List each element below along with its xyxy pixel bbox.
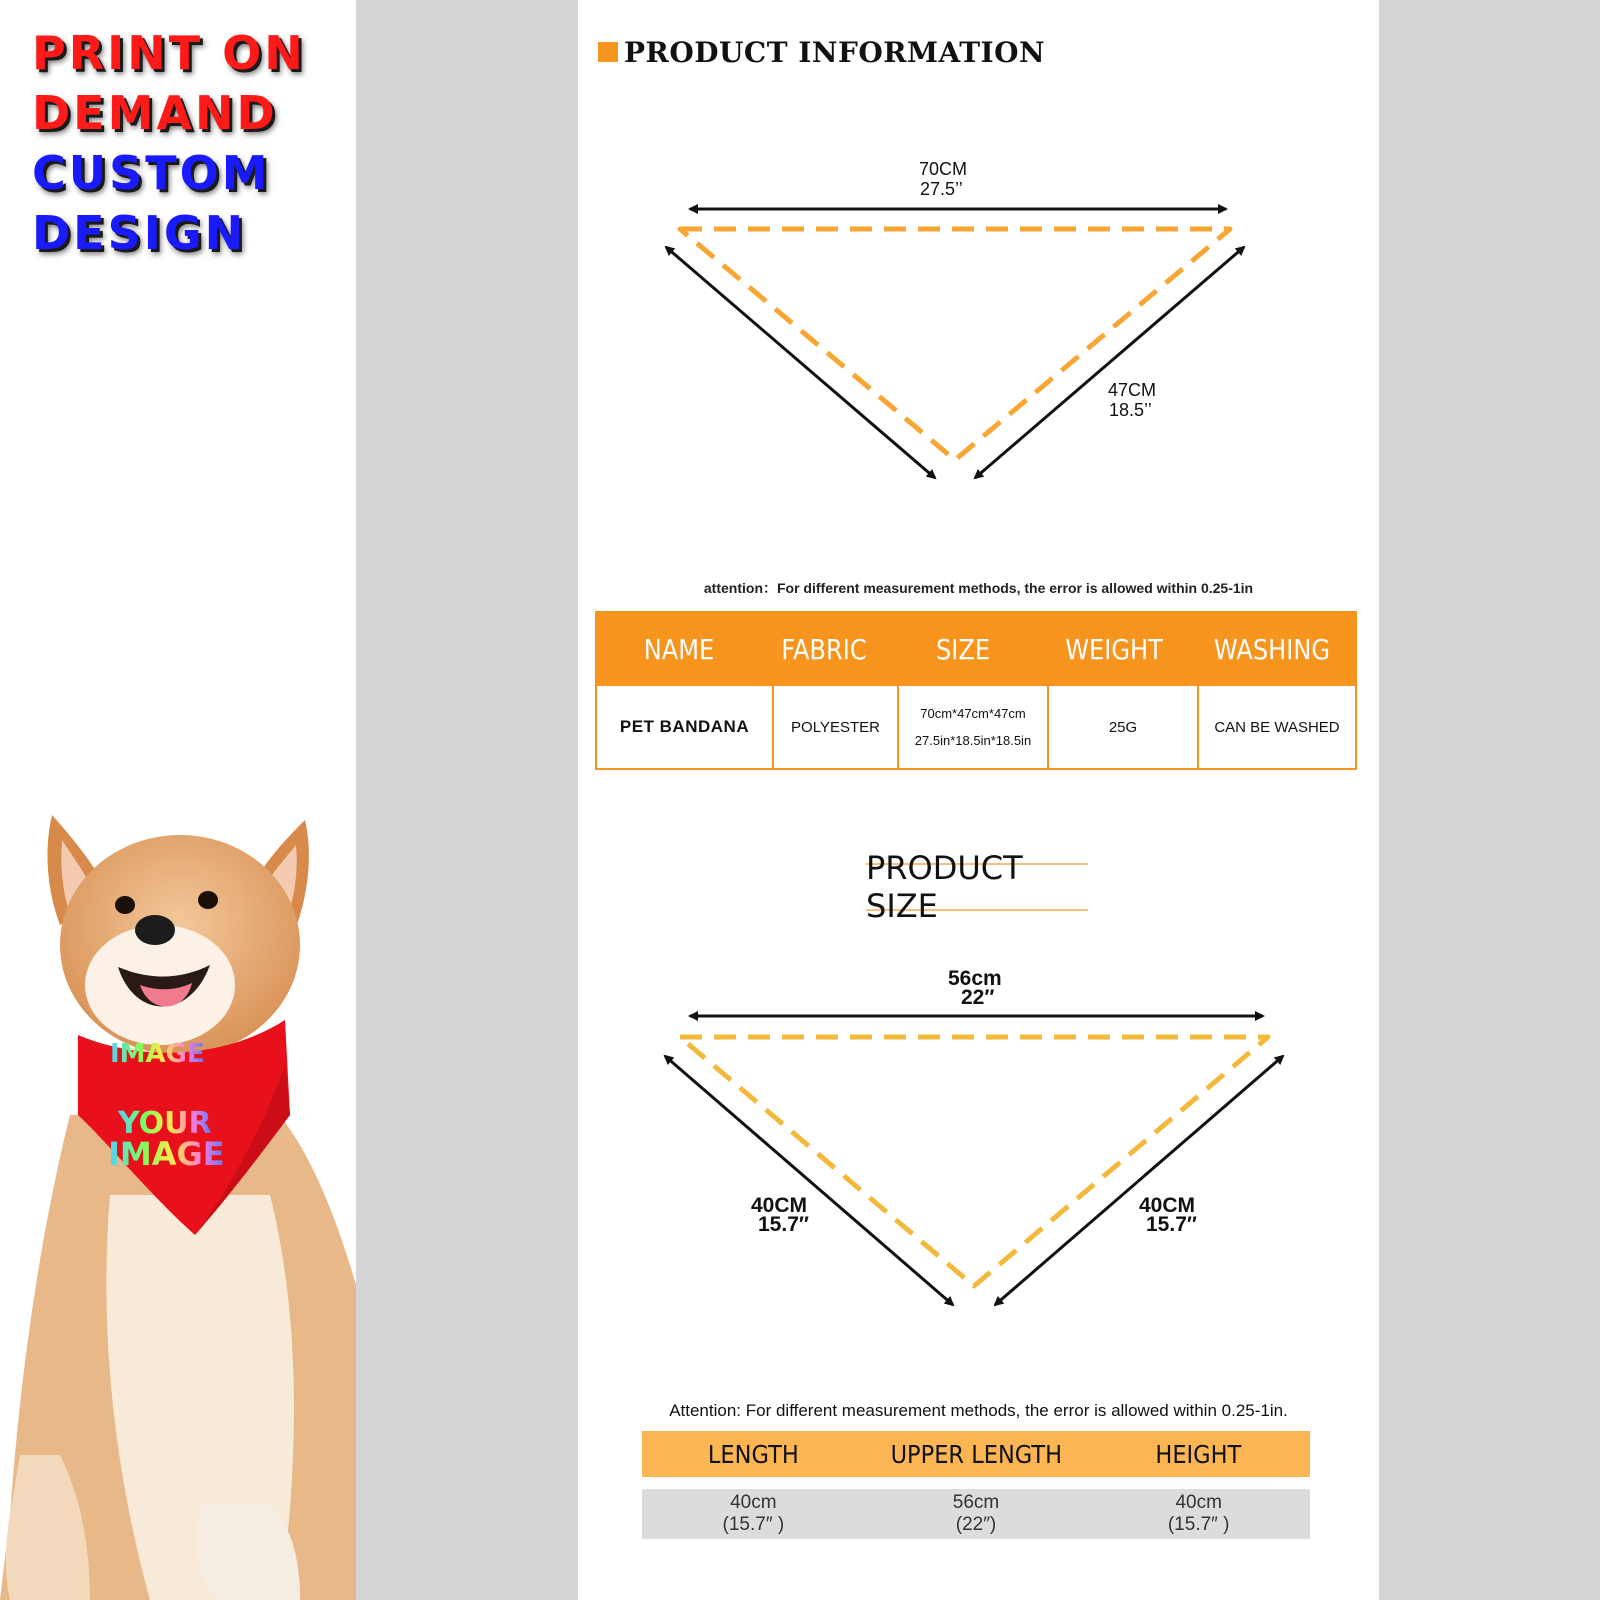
size-cell-upper-length-cm: 56cm — [952, 1492, 1000, 1513]
size-cell-upper-length — [865, 1492, 1088, 1536]
size-cell-upper-length-inch: (22″) — [955, 1514, 997, 1535]
info-header-fabric: FABRIC — [781, 633, 867, 666]
info-header-size: SIZE — [935, 633, 991, 666]
info-table-data-row — [597, 686, 1355, 768]
size-table-header-row — [642, 1431, 1310, 1477]
left-dimension-arrow — [666, 247, 935, 478]
size-right-dimension-cm: 40CM — [1139, 1194, 1196, 1217]
right-dimension-arrow — [975, 247, 1244, 478]
size-cell-height-inch: (15.7″ ) — [1167, 1514, 1230, 1535]
product-information-title: PRODUCT INFORMATION — [624, 35, 1046, 69]
side-dimension-inch: 18.5’’ — [1109, 400, 1152, 420]
dog-eye-left — [115, 896, 135, 914]
size-top-dimension-inch: 22″ — [961, 986, 995, 1009]
size-cell-length — [642, 1492, 865, 1536]
top-dimension-inch: 27.5’’ — [920, 179, 963, 199]
info-cell-size — [897, 686, 1047, 768]
promo-line-custom: CUSTOM — [32, 146, 271, 200]
size-cell-length-inch: (15.7″ ) — [722, 1514, 785, 1535]
size-table-data-row — [642, 1489, 1310, 1539]
bandana-diagram-large — [578, 0, 1379, 560]
size-right-dimension-arrow — [995, 1056, 1283, 1305]
info-cell-name: PET BANDANA — [619, 717, 750, 736]
promo-line-demand: DEMAND — [32, 86, 278, 140]
measurement-attention-note: attention：For different measurement methods, the error is allowed within 0.25-1in — [703, 580, 1254, 596]
info-cell-weight: 25G — [1047, 686, 1197, 768]
size-left-dimension-inch: 15.7″ — [758, 1213, 809, 1236]
info-table-header-row — [597, 613, 1355, 686]
size-header-upper-length: UPPER LENGTH — [890, 1439, 1062, 1469]
product-size-panel — [578, 803, 1379, 1600]
bandana-diagram-small — [578, 803, 1379, 1363]
size-attention-note: Attention: For different measurement methods, the error is allowed within 0.25-1in. — [669, 1401, 1288, 1420]
side-dimension-cm: 47CM — [1108, 380, 1157, 400]
product-information-table — [595, 611, 1357, 770]
product-size-table — [642, 1431, 1310, 1539]
info-cell-fabric: POLYESTER — [772, 686, 897, 768]
dog-with-bandana-image — [0, 815, 356, 1600]
size-left-dimension-cm: 40CM — [751, 1194, 808, 1217]
promo-line-design: DESIGN — [32, 206, 247, 260]
dog-nose — [135, 915, 175, 945]
top-dimension-cm: 70CM — [919, 159, 968, 179]
product-size-title: PRODUCT SIZE — [866, 863, 1088, 911]
product-information-panel — [578, 0, 1379, 803]
info-cell-size-cm: 70cm*47cm*47cm — [920, 706, 1026, 721]
bandana-print-line2: IMAGE — [108, 1135, 225, 1173]
size-header-length: LENGTH — [707, 1439, 799, 1469]
bandana-print-top: IMAGE — [110, 1039, 205, 1069]
info-header-washing: WASHING — [1213, 633, 1331, 666]
info-cell-washing: CAN BE WASHED — [1197, 686, 1355, 768]
info-header-weight: WEIGHT — [1065, 633, 1163, 666]
info-cell-size-inch: 27.5in*18.5in*18.5in — [914, 733, 1032, 748]
info-header-name: NAME — [643, 633, 715, 666]
left-promo-panel — [0, 0, 356, 1600]
size-top-dimension-cm: 56cm — [948, 967, 1002, 990]
size-header-height: HEIGHT — [1155, 1439, 1242, 1469]
dog-eye-right — [198, 891, 218, 909]
size-right-dimension-inch: 15.7″ — [1146, 1213, 1197, 1236]
bandana-print-line1: YOUR — [118, 1106, 212, 1141]
bandana-outline-dashed — [680, 229, 1230, 460]
size-cell-length-cm: 40cm — [730, 1492, 777, 1513]
promo-line-print-on: PRINT ON — [32, 26, 306, 80]
size-bandana-outline-dashed — [680, 1037, 1268, 1286]
size-cell-height-cm: 40cm — [1175, 1492, 1222, 1513]
size-cell-height — [1087, 1492, 1310, 1536]
size-left-dimension-arrow — [665, 1056, 953, 1305]
